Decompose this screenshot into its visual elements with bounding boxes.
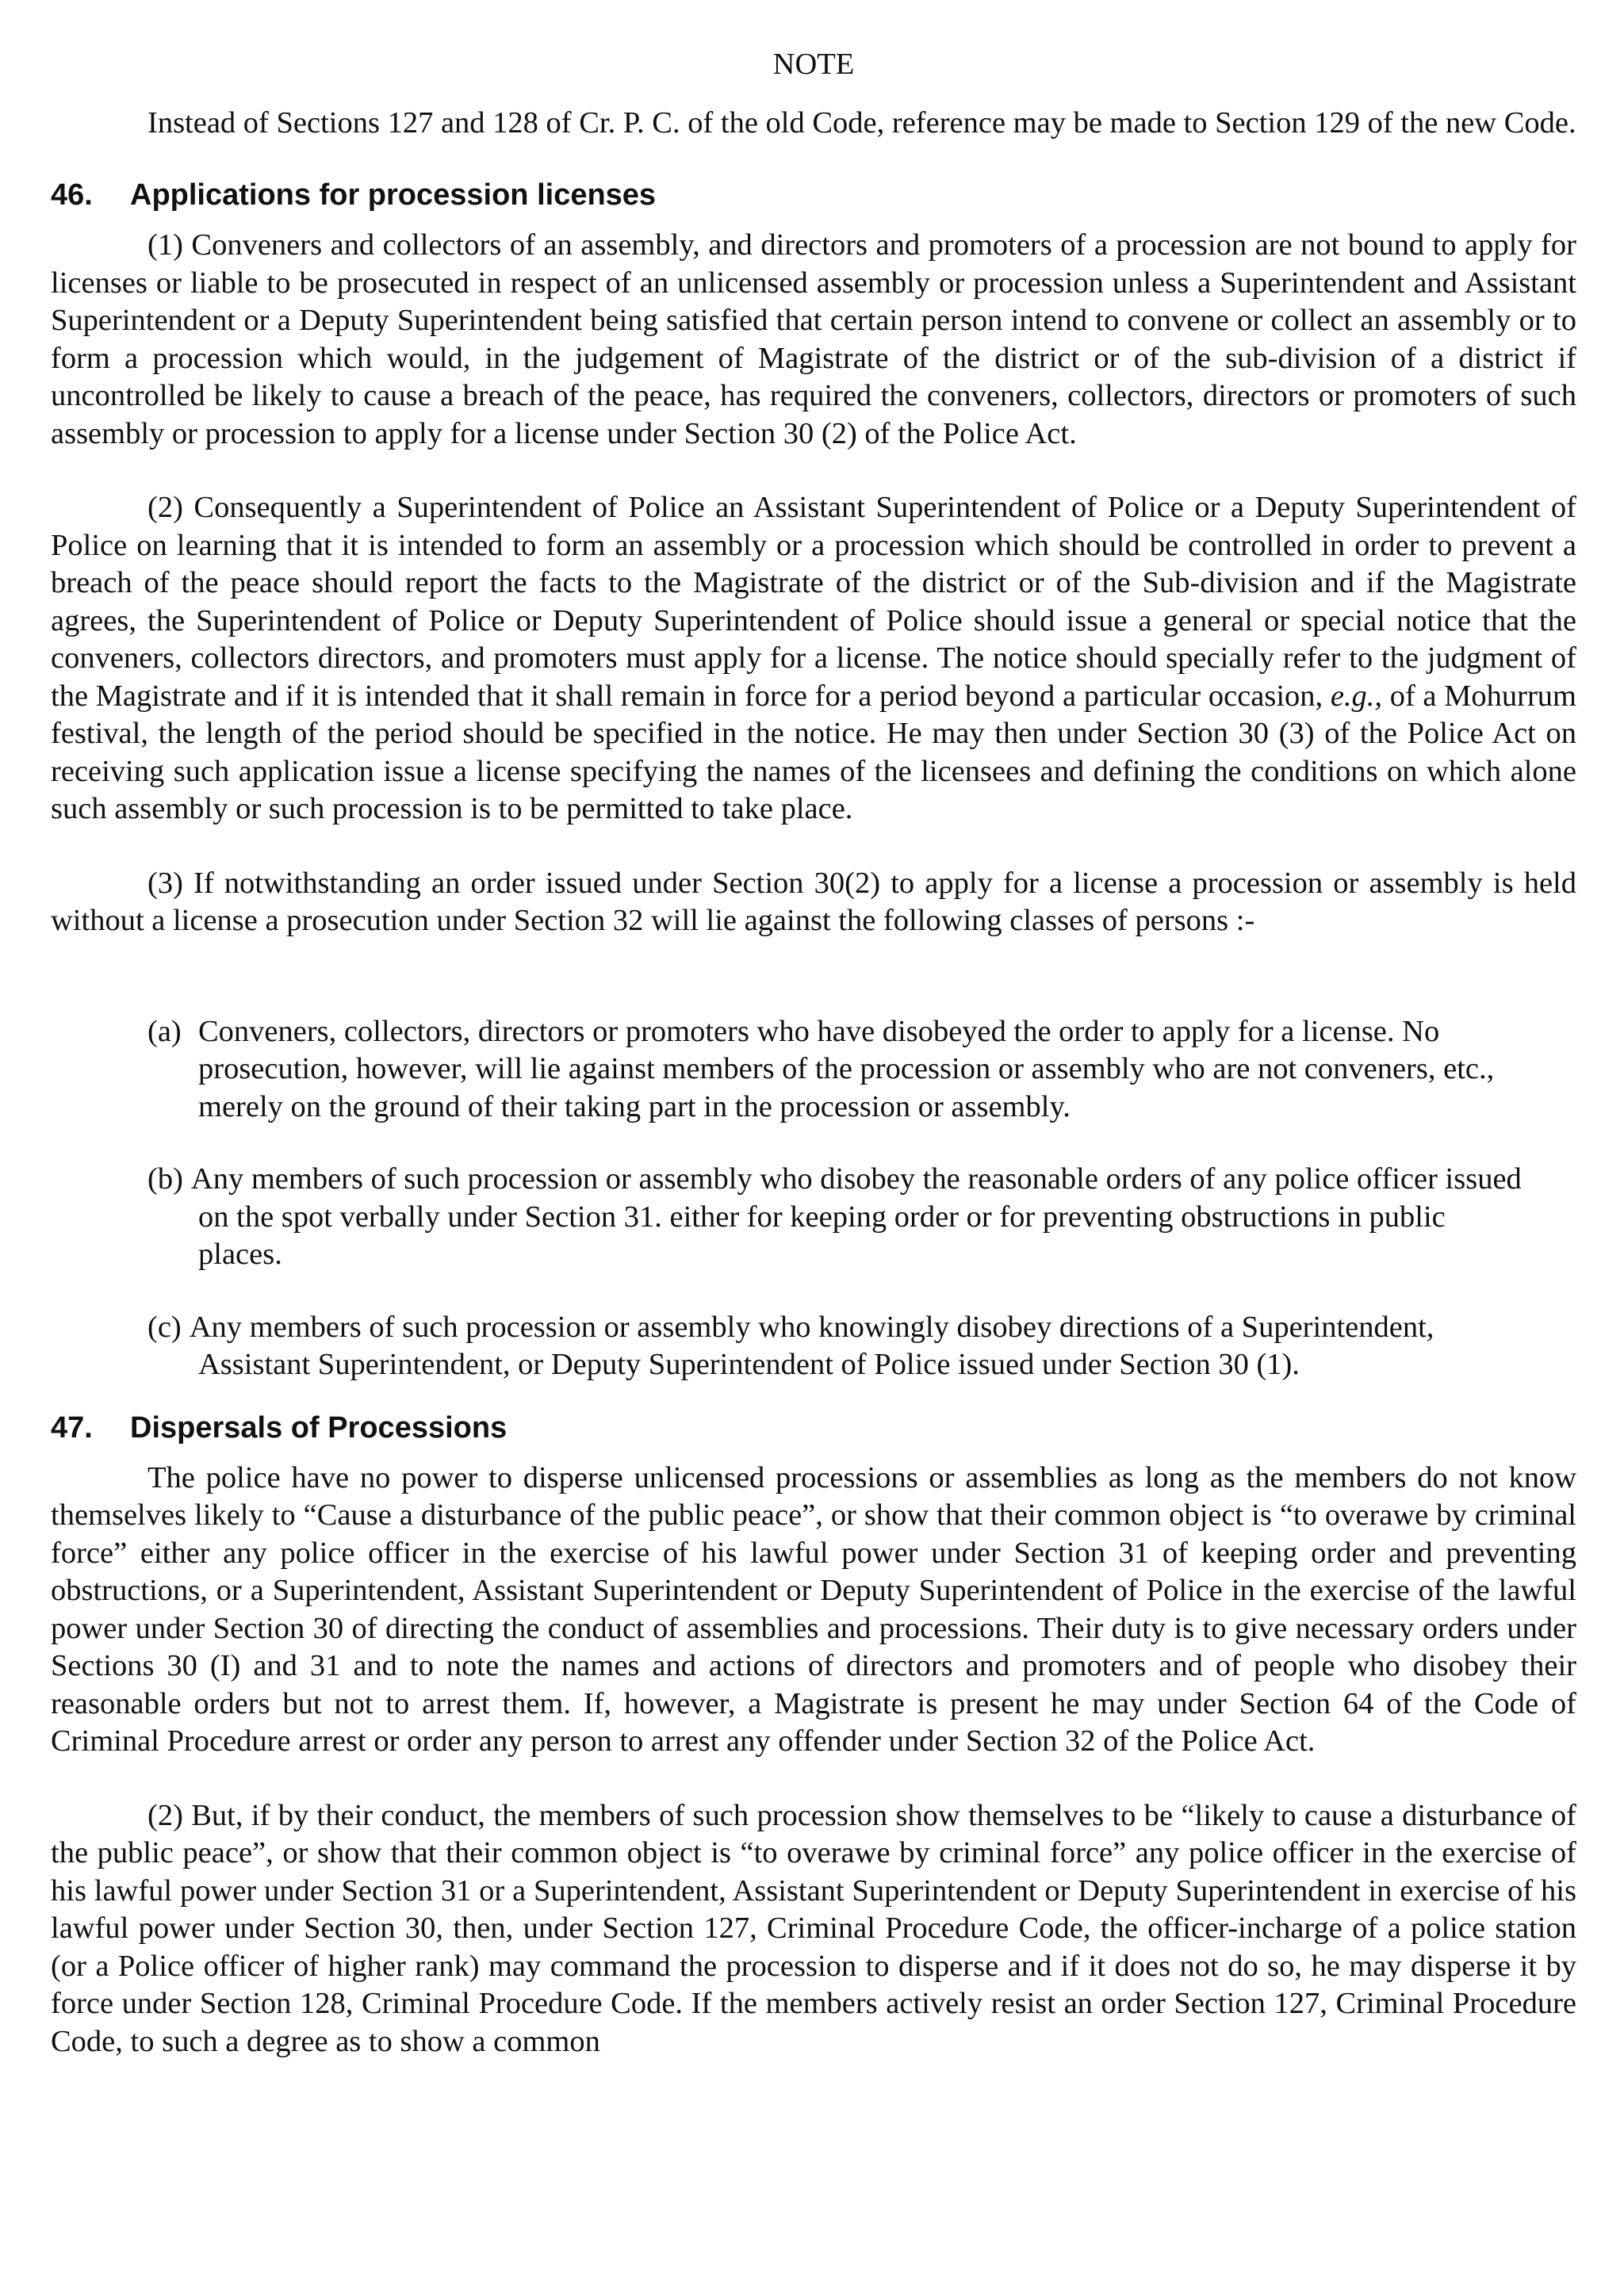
section-46-number: 46. <box>51 178 93 212</box>
list-item-a <box>147 1013 1529 1127</box>
list-item-c-text: Any members of such procession or assembly who knowingly disobey directions of a Superintendent, Assistant Superintendent, or Deputy Superintendent of Police issued under Section 30 (1). <box>189 1310 1434 1381</box>
section-46-para-2-before: (2) Consequently a Superintendent of Police an Assistant Superintendent of Police or a Deputy Superintendent of Police on learning that it is intended to form an assembly or a procession which should be controlled in order to prevent a breach of the peace should report the facts to the Magistrate of the district or of the Sub-division and if the Magistrate agrees, the Superintendent of Police or Deputy Superintendent of Police should issue a general or special notice that the conveners, collectors directors, and promoters must apply for a license. The notice should specially refer to the judgment of the Magistrate and if it is intended that it shall remain in force for a period beyond a particular occasion, <box>51 491 1576 713</box>
section-46-title: Applications for procession licenses <box>130 178 657 212</box>
section-46-heading <box>51 177 1576 214</box>
section-47-heading <box>51 1410 1576 1447</box>
list-item-b-label: (b) <box>147 1162 183 1196</box>
section-46-para-3: (3) If notwithstanding an order issued under Section 30(2) to apply for a license a procession or assembly is held without a license a prosecution under Section 32 will lie against the following classes of persons :- <box>51 866 1576 937</box>
section-46-para-2-eg: e.g., <box>1330 679 1383 713</box>
note-title: NOTE <box>772 48 855 81</box>
section-47-number: 47. <box>51 1410 93 1445</box>
list-item-a-text: Conveners, collectors, directors or promoters who have disobeyed the order to apply for a license. No prosecution, however, will lie against members of the procession or assembly who are not conveners, etc., merely on the ground of their taking part in the procession or assembly. <box>198 1014 1495 1123</box>
list-item-c <box>147 1309 1529 1384</box>
section-47-para-1: The police have no power to disperse unlicensed processions or assemblies as long as the members do not know themselves likely to “Cause a disturbance of the public peace”, or show that their common object is “to overawe by criminal force” either any police officer in the exercise of his lawful power under Section 31 of keeping order and preventing obstructions, or a Superintendent, Assistant Superintendent or Deputy Superintendent of Police in the exercise of the lawful power under Section 30 of directing the conduct of assemblies and processions. Their duty is to give necessary orders under Sections 30 (I) and 31 and to note the names and actions of directors and promoters and of people who disobey their reasonable orders but not to arrest them. If, however, a Magistrate is present he may under Section 64 of the Code of Criminal Procedure arrest or order any person to arrest any offender under Section 32 of the Police Act. <box>51 1460 1576 1758</box>
section-46-para-1: (1) Conveners and collectors of an assembly, and directors and promoters of a procession are not bound to apply for licenses or liable to be prosecuted in respect of an unlicensed assembly or procession unless a Superintendent and Assistant Superintendent or a Deputy Superintendent being satisfied that certain person intend to convene or collect an assembly or to form a procession which would, in the judgement of Magistrate of the district or of the sub-division of a district if uncontrolled be likely to cause a breach of the peace, has required the conveners, collectors, directors or promoters of such assembly or procession to apply for a license under Section 30 (2) of the Police Act. <box>51 228 1576 450</box>
section-47-para-2: (2) But, if by their conduct, the members of such procession show themselves to be “likely to cause a disturbance of the public peace”, or show that their common object is “to overawe by criminal force” any police officer in the exercise of his lawful power under Section 31 or a Superintendent, Assistant Superintendent or Deputy Superintendent in exercise of his lawful power under Section 30, then, under Section 127, Criminal Procedure Code, the officer-incharge of a police station (or a Police officer of higher rank) may command the procession to disperse and if it does not do so, he may disperse it by force under Section 128, Criminal Procedure Code. If the members actively resist an order Section 127, Criminal Procedure Code, to such a degree as to show a common <box>51 1798 1576 2058</box>
document-page <box>51 46 1576 2061</box>
section-46-para-2-after: of a Mohurrum festival, the length of the period should be specified in the notice. He may then under Section 30 (3) of the Police Act on receiving such application issue a license specifying the names of the licensees and defining the conditions on which alone such assembly or such procession is to be permitted to take place. <box>51 679 1576 825</box>
list-item-b-text: Any members of such procession or assembly who disobey the reasonable orders of any police officer issued on the spot verbally under Section 31. either for keeping order or for preventing obstructions in public places. <box>190 1162 1522 1271</box>
list-item-b <box>147 1161 1529 1274</box>
list-item-c-label: (c) <box>147 1310 182 1344</box>
section-47-title: Dispersals of Processions <box>130 1410 508 1445</box>
section-46-para-2 <box>51 489 1576 828</box>
list-item-a-label: (a) <box>147 1014 182 1048</box>
note-text: Instead of Sections 127 and 128 of Cr. P. C. of the old Code, reference may be made to Section 129 of the new Code. <box>147 105 1576 140</box>
